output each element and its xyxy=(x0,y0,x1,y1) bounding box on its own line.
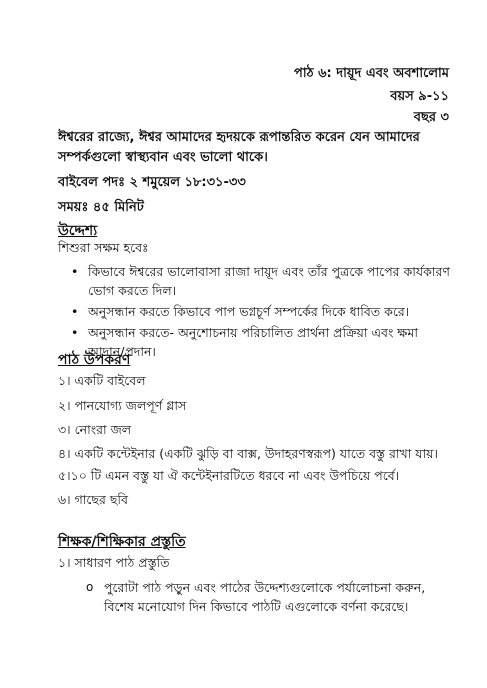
objective-text: অনুসন্ধান করতে কিভাবে পাপ ভগ্নচূর্ণ সম্পর্কের দিকে ধাবিত করে। xyxy=(88,304,410,319)
objective-text: কিভাবে ঈশ্বরের ভালোবাসা রাজা দায়ূদ এবং তাঁর পুত্রকে পাপের কার্যকারণ ভোগ করতে দিল। xyxy=(88,264,450,298)
circle-bullet-icon: o xyxy=(86,580,94,594)
intro-statement: ঈশ্বরের রাজ্যে, ঈশ্বর আমাদের হৃদয়কে রূপান্তরিত করেন যেন আমাদের সম্পর্কগুলো স্বাস্থ্যবান এবং ভালো থাকে। xyxy=(58,130,420,165)
bullet-icon: • xyxy=(71,325,79,340)
material-item: ৪। একটি কন্টেইনার (একটি ঝুড়ি বা বাক্স, উদাহরণস্বরূপ) যাতে বস্তু রাখা যায়। xyxy=(58,446,438,461)
prep-sub-text: পুরোটা পাঠ পড়ুন এবং পাঠের উদ্দেশ্যগুলোকে পর্যালোচনা করুন, বিশেষ মনোযোগ দিন কিভাবে পাঠটি এগুলোকে বর্ণনা করেছে। xyxy=(104,580,426,614)
prep-item: ১। সাধারণ পাঠ প্রস্তুতি xyxy=(58,555,170,570)
objectives-heading: উদ্দেশ্য xyxy=(58,223,98,239)
material-item: ৩। নোংরা জল xyxy=(58,422,132,437)
material-item: ৬। গাছের ছবি xyxy=(58,492,128,507)
lesson-title: পাঠ ৬: দায়ূদ এবং অবশালোম xyxy=(294,66,449,81)
bible-passage: বাইবেল পদঃ ২ শমুয়েল ১৮:৩১-৩৩ xyxy=(58,175,246,190)
year-label: বছর ৩ xyxy=(413,110,449,125)
material-item: ১। একটি বাইবেল xyxy=(58,373,146,388)
duration: সময়ঃ ৪৫ মিনিট xyxy=(58,200,144,215)
objectives-lead: শিশুরা সক্ষম হবেঃ xyxy=(58,240,149,255)
objective-text: অনুসন্ধান করতে- অনুশোচনায় পরিচালিত প্রার্থনা প্রক্রিয়া এবং ক্ষমা আদান/প্রদান। xyxy=(88,325,419,359)
material-item: ২। পানযোগ্য জলপূর্ণ গ্লাস xyxy=(58,398,187,413)
materials-heading: পাঠ উপকরণ xyxy=(58,352,131,368)
list-item xyxy=(58,262,458,300)
material-item: ৫।১০ টি এমন বস্তু যা ঐ কন্টেইনারটিতে ধরবে না এবং উপচিয়ে পর্বে। xyxy=(58,468,400,483)
prep-sub-item xyxy=(86,578,456,616)
teacher-prep-heading: শিক্ষক/শিক্ষিকার প্রস্তুতি xyxy=(58,534,186,550)
bullet-icon: • xyxy=(71,264,79,279)
age-range: বয়স ৯-১১ xyxy=(390,89,449,104)
list-item xyxy=(58,302,458,321)
bullet-icon: • xyxy=(71,304,79,319)
